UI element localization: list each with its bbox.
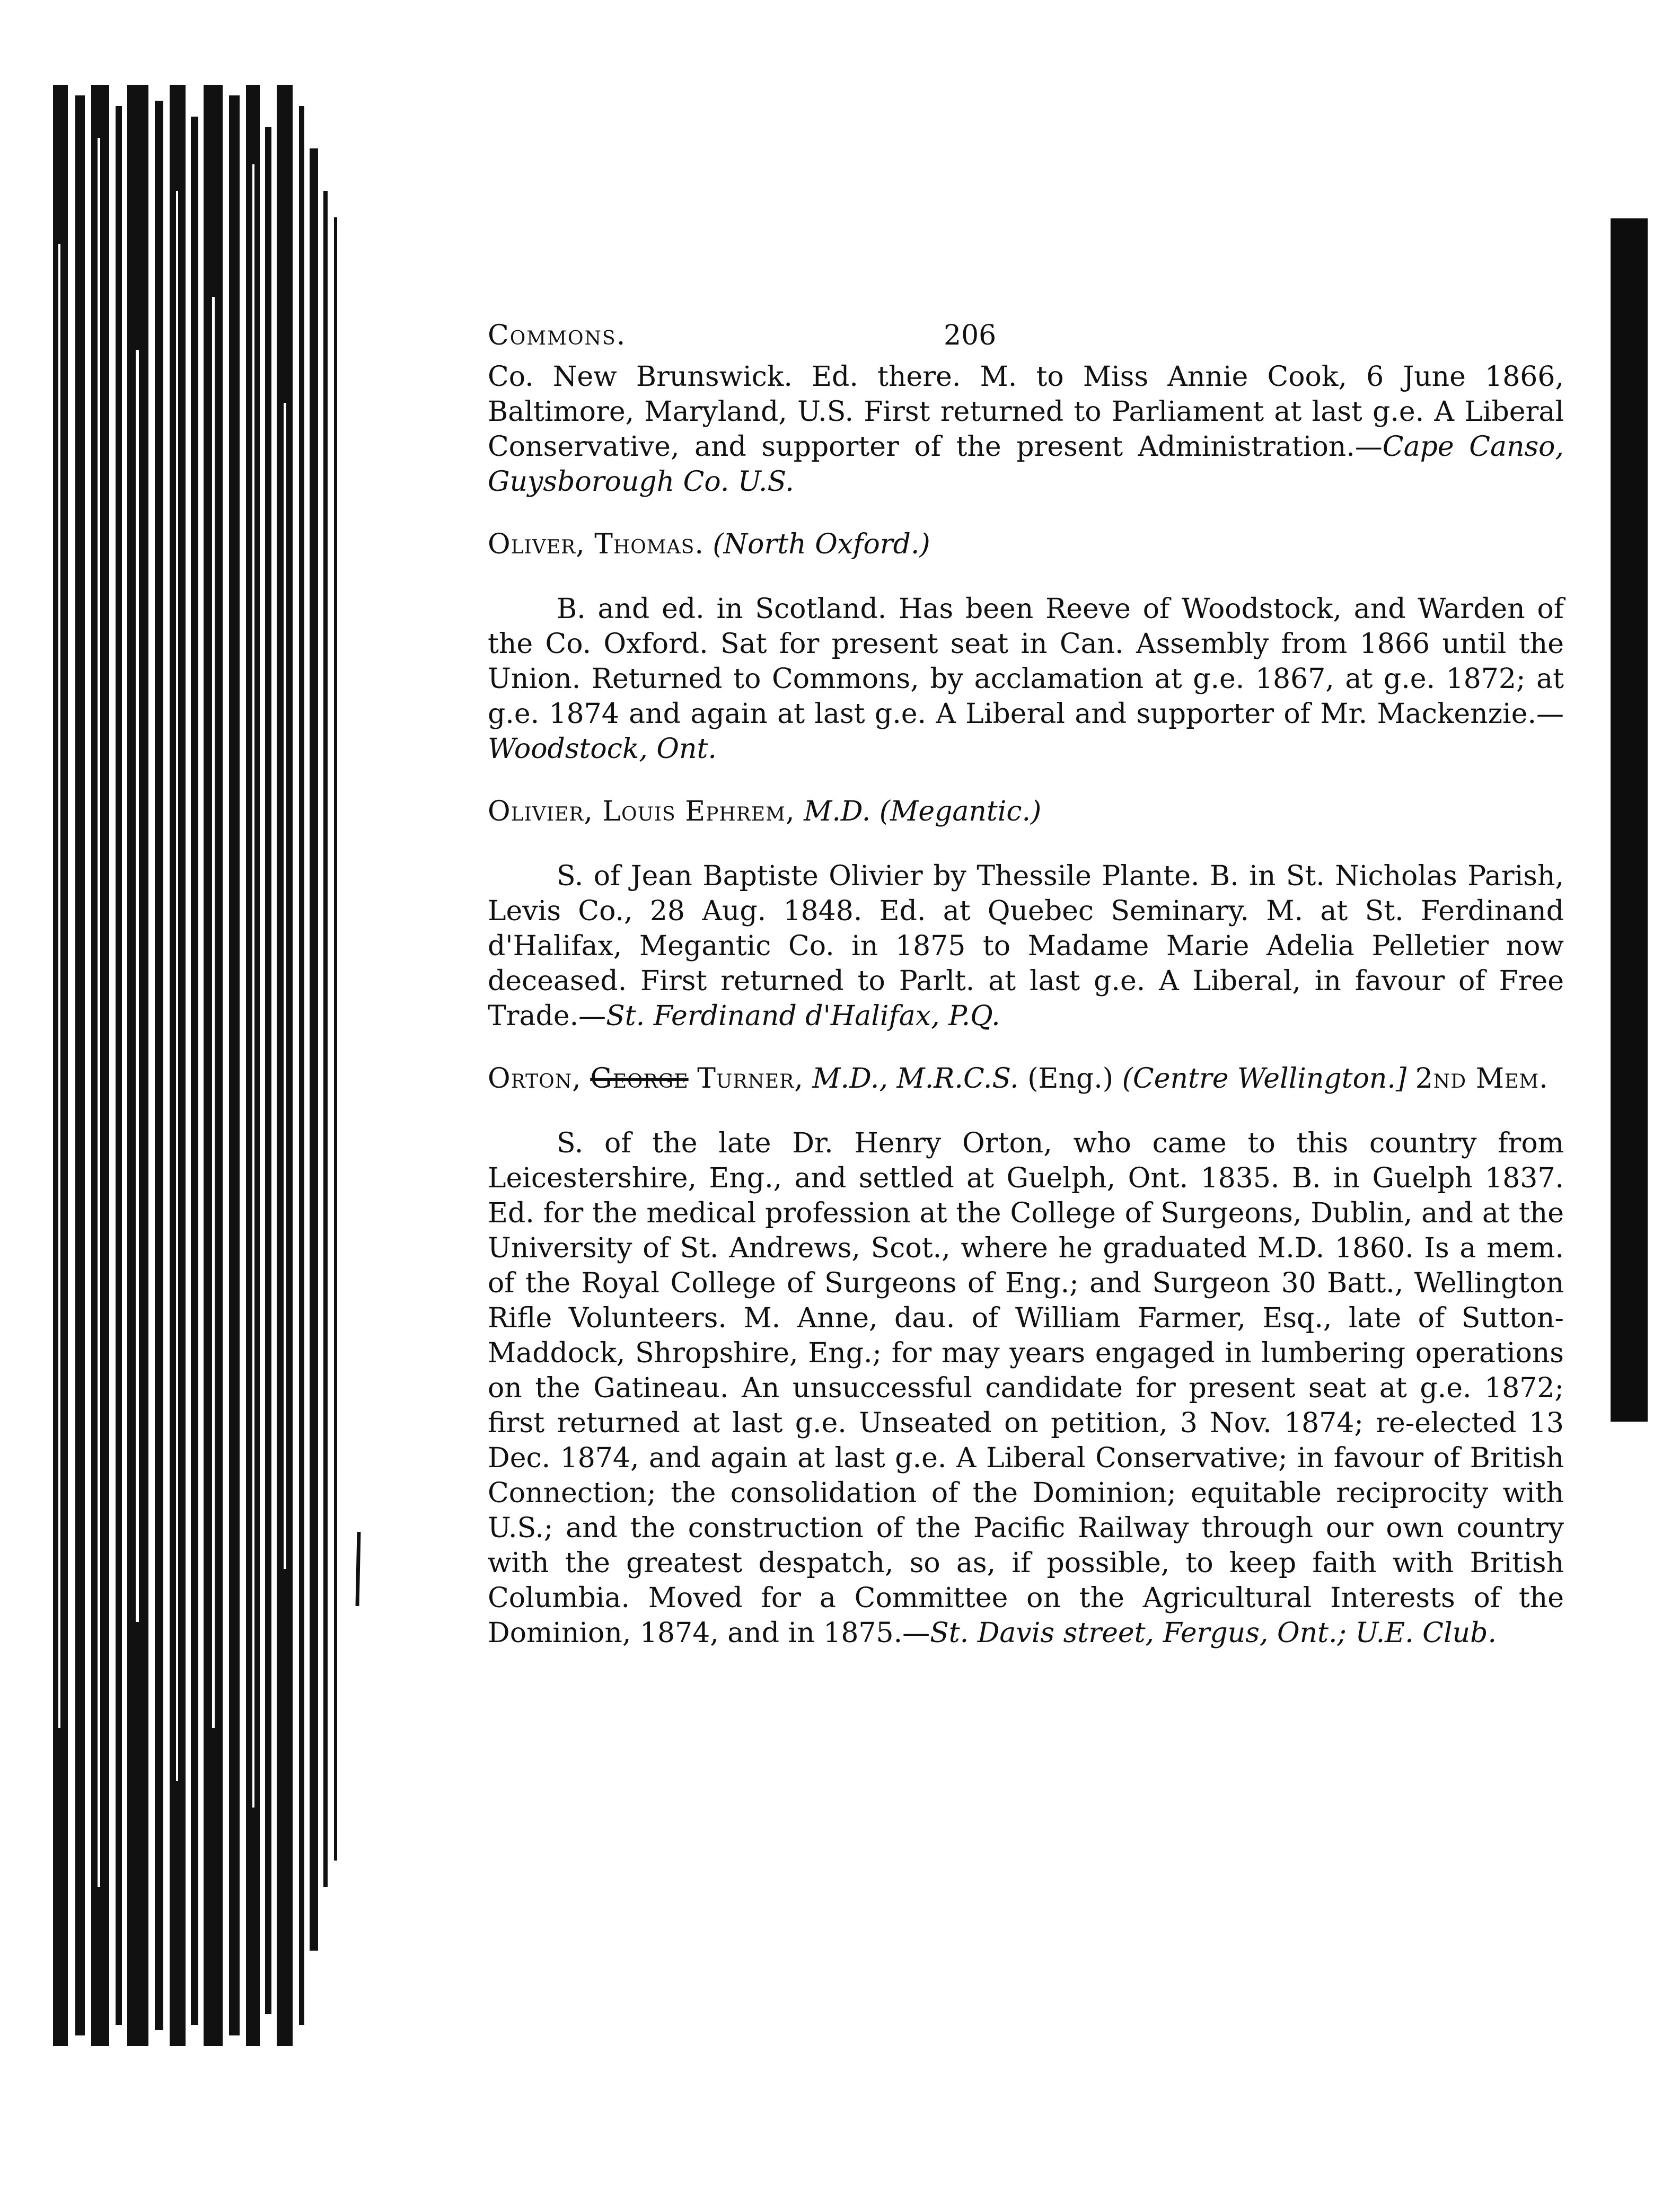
scan-edge-bar <box>1611 218 1648 1422</box>
entry-body: B. and ed. in Scotland. Has been Reeve of Woodstock, and Warden of the Co. Oxford. Sat for present seat in Can. Assembly from 1866 until the Union. Returned to Commons, by acclamation at g.e. 1867, at g.e. 1872; at g.e. 1874 and again at last g.e. A Liberal and supporter of Mr. Mackenzie.— <box>488 593 1564 730</box>
riding: (North Oxford.) <box>713 528 930 560</box>
riding: (Megantic.) <box>879 796 1042 827</box>
running-head: Commons. <box>488 320 627 351</box>
entry-body: Co. New Brunswick. Ed. there. M. to Miss Annie Cook, 6 June 1866, Baltimore, Maryland, U.S. First returned to Parliament at last g.e. A Liberal Conservative, and supporter of the present Administration.— <box>488 361 1564 463</box>
page-header <box>488 318 1564 353</box>
continued-entry <box>488 359 1564 499</box>
degree: M.D. <box>804 796 871 827</box>
member-name: Oliver, Thomas. <box>488 528 704 560</box>
entry-address: St. Ferdinand d'Halifax, P.Q. <box>606 1000 1000 1032</box>
member-surname: Orton, <box>488 1063 582 1095</box>
degree-note: (Eng.) <box>1027 1063 1114 1095</box>
member-name: Turner, <box>697 1063 804 1095</box>
member-name: Olivier, Louis Ephrem, <box>488 796 795 827</box>
stray-pen-mark <box>354 1532 364 1606</box>
entry-address: Cape Canso, Guysborough Co. U.S. <box>488 431 1564 498</box>
entry-heading-orton <box>488 1061 1564 1096</box>
degree: M.D., M.R.C.S. <box>812 1063 1019 1095</box>
entry-body: S. of Jean Baptiste Olivier by Thessile Plante. B. in St. Nicholas Parish, Levis Co., 28 Aug. 1848. Ed. at Quebec Seminary. M. at St. Ferdinand d'Halifax, Megantic Co. in 1875 to Madame Marie Adelia Pelletier now deceased. First returned to Parlt. at last g.e. A Liberal, in favour of Free Trade.— <box>488 860 1564 1032</box>
riding: (Centre Wellington.] <box>1122 1063 1407 1095</box>
page-number: 206 <box>944 320 997 351</box>
entry-heading-oliver <box>488 527 1564 562</box>
entry-text-olivier <box>488 859 1564 1034</box>
entry-heading-olivier <box>488 794 1564 829</box>
struck-given-name: George <box>590 1063 689 1095</box>
entry-address: Woodstock, Ont. <box>488 733 717 765</box>
entry-body: S. of the late Dr. Henry Orton, who came to this country from Leicestershire, Eng., and settled at Guelph, Ont. 1835. B. in Guelph 1837. Ed. for the medical profession at the College of Surgeons, Dublin, and at the University of St. Andrews, Scot., where he graduated M.D. 1860. Is a mem. of the Royal College of Surgeons of Eng.; and Surgeon 30 Batt., Wellington Rifle Volunteers. M. Anne, dau. of William Farmer, Esq., late of Sutton-Maddock, Shropshire, Eng.; for may years engaged in lumbering operations on the Gatineau. An unsuccessful candidate for present seat at g.e. 1872; first returned at last g.e. Unseated on petition, 3 Nov. 1874; re-elected 13 Dec. 1874, and again at last g.e. A Liberal Conservative; in favour of British Connection; the consolidation of the Dominion; equitable reciprocity with U.S.; and the construction of the Pacific Railway through our own country with the greatest despatch, so as, if possible, to keep faith with British Columbia. Moved for a Committee on the Agricultural Interests of the Dominion, 1874, and in 1875.— <box>488 1127 1564 1649</box>
page-content <box>488 318 1564 1651</box>
member-note: 2nd Mem. <box>1415 1063 1549 1095</box>
entry-address: St. Davis street, Fergus, Ont.; U.E. Club. <box>930 1617 1497 1649</box>
scanned-binding-edge <box>42 85 355 2046</box>
entry-text-oliver <box>488 592 1564 766</box>
entry-text-orton <box>488 1126 1564 1651</box>
binding-stripes-graphic <box>42 85 355 2046</box>
